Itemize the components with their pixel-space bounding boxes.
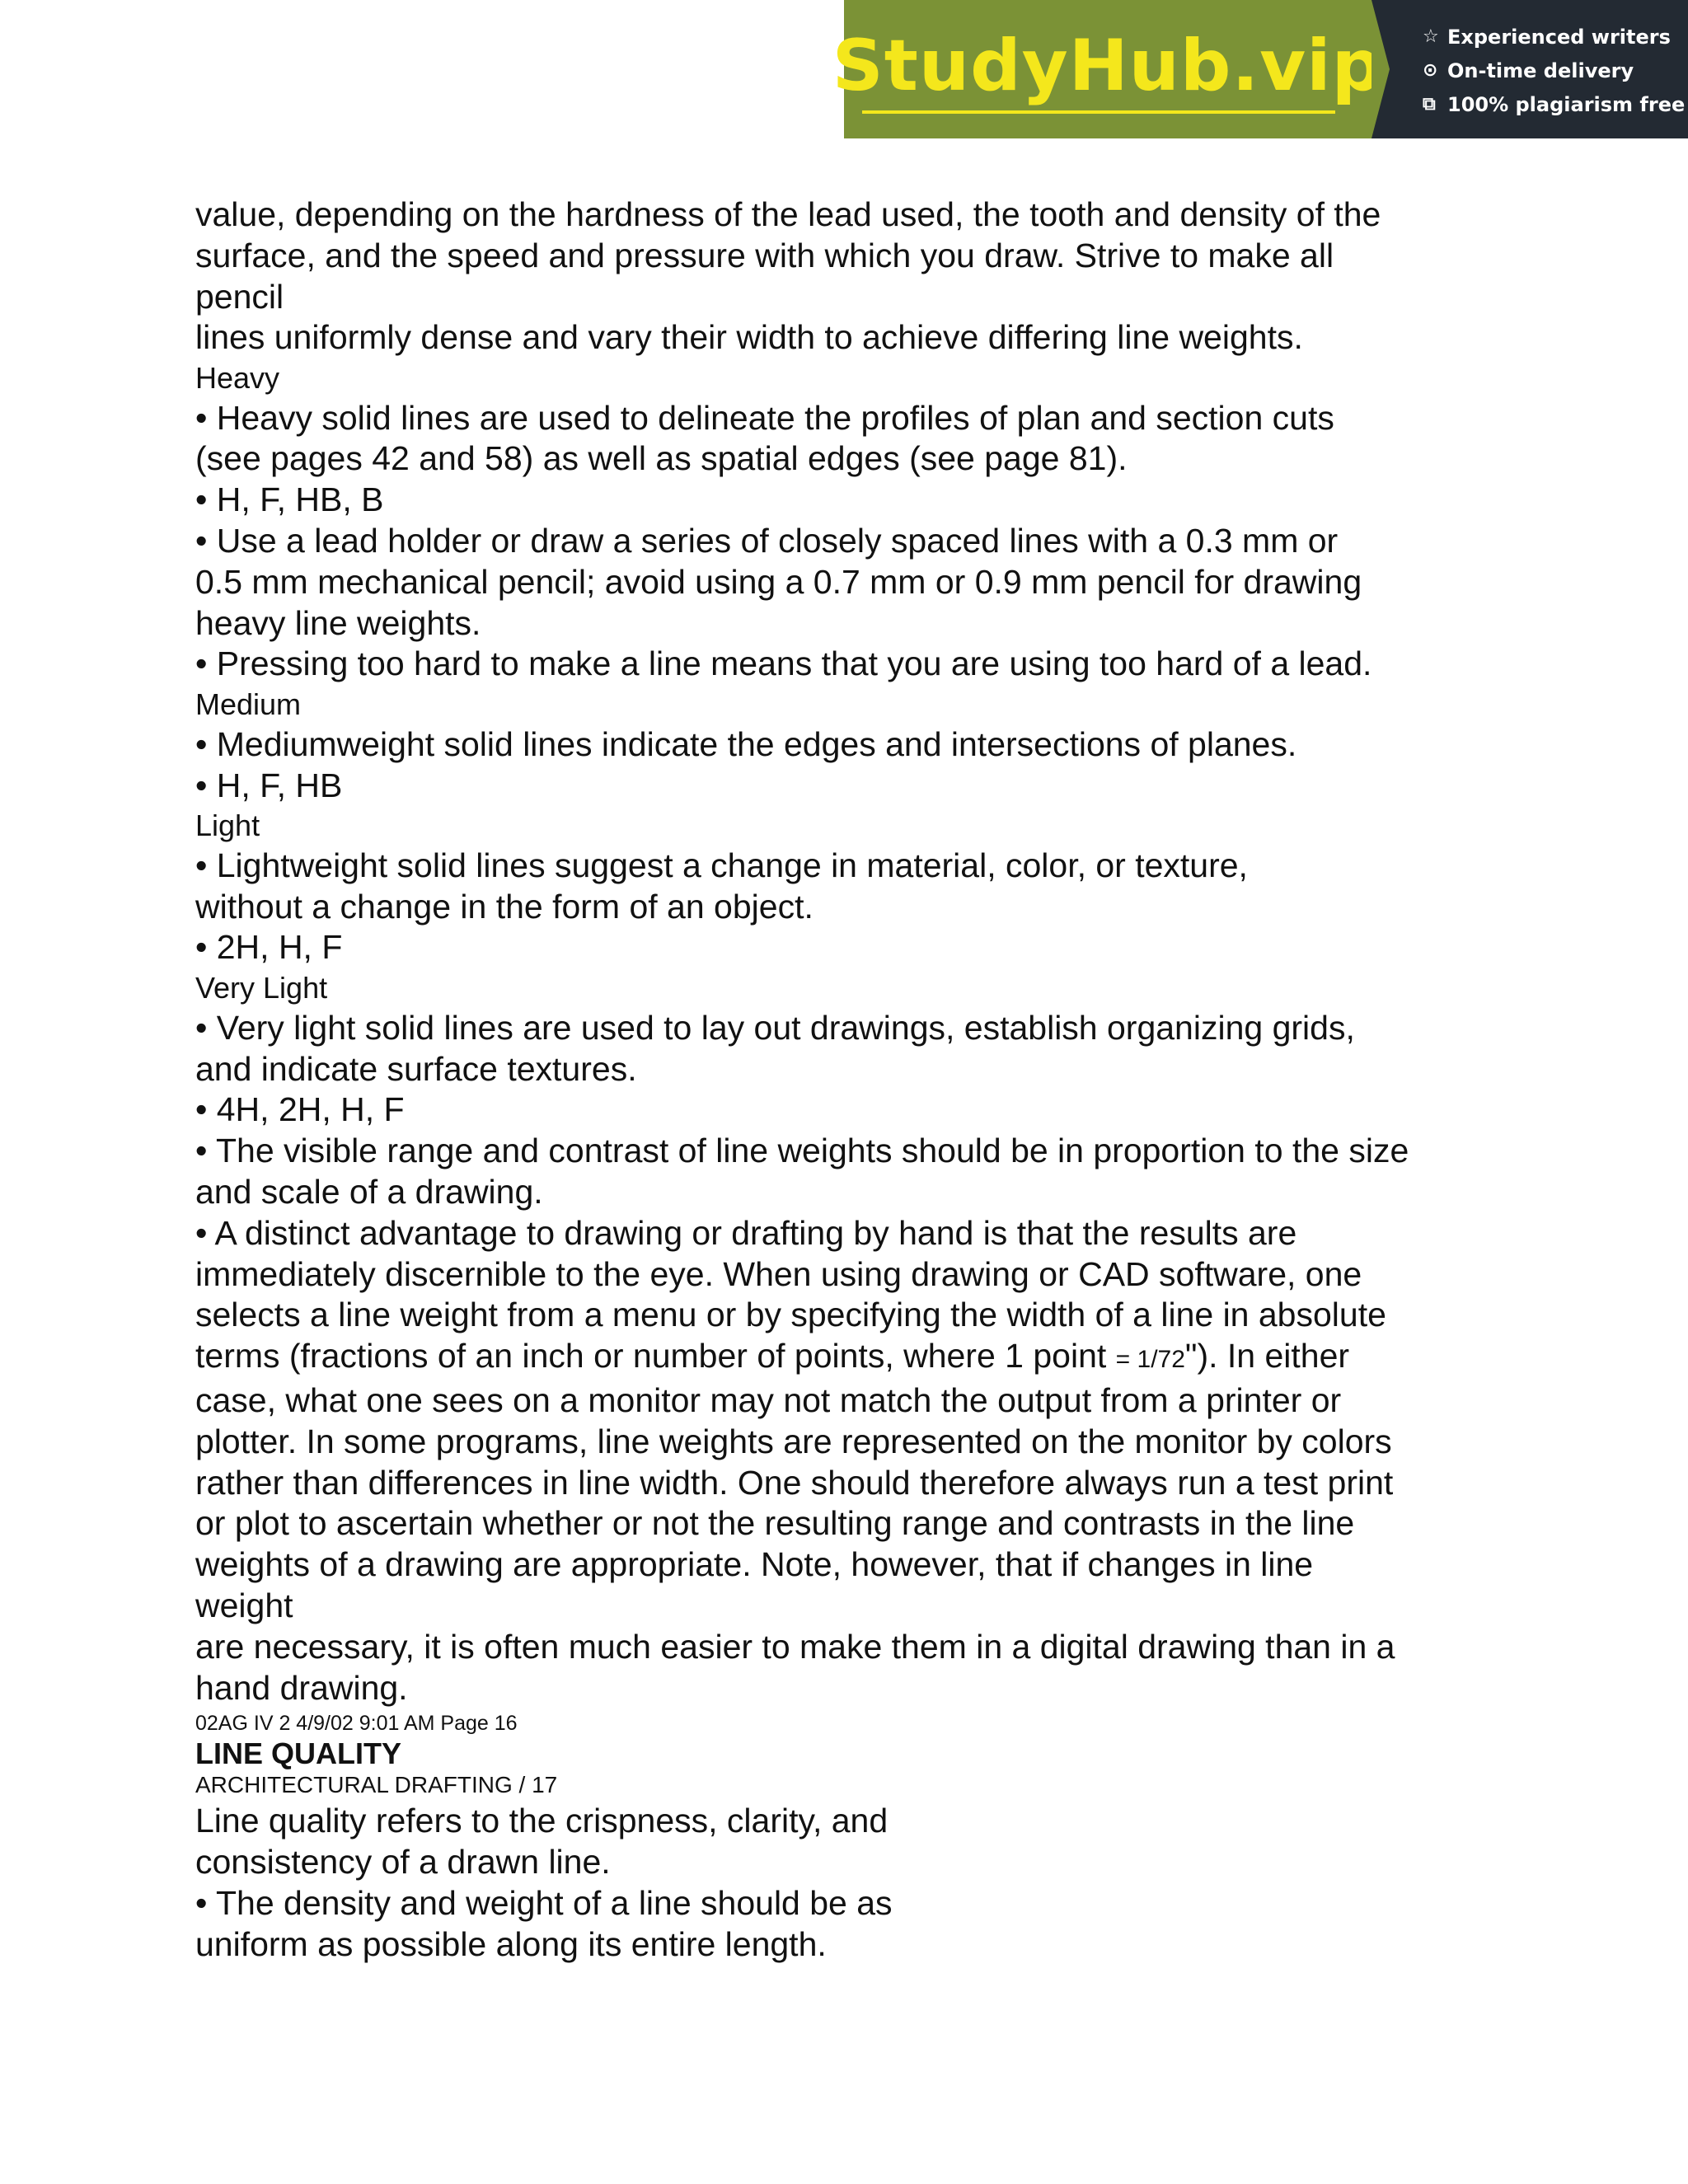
bullet-line: • Use a lead holder or draw a series of closely spaced lines with a 0.3 mm or (195, 522, 1339, 560)
clock-icon: ⊙ (1423, 60, 1438, 81)
section-label-heavy: Heavy (195, 361, 280, 396)
fraction-text: = 1/72 (1115, 1346, 1185, 1374)
bullet-line: • H, F, HB, B (195, 480, 384, 519)
bullet-line: • Mediumweight solid lines indicate the edges and intersections of planes. (195, 724, 1297, 763)
body-line: value, depending on the hardness of the lead used, the tooth and density of the (195, 195, 1381, 233)
feature-plagiarism-free (1423, 87, 1688, 121)
body-line: rather than differences in line width. One should therefore always run a test print (195, 1463, 1394, 1502)
bullet-line: • 2H, H, F (195, 928, 343, 967)
text-fragment: terms (fractions of an inch or number of points, where 1 point (195, 1337, 1116, 1376)
body-line: weights of a drawing are appropriate. Note, however, that if changes in line (195, 1545, 1314, 1584)
bullet-line: • H, F, HB (195, 766, 343, 804)
body-line: are necessary, it is often much easier to make them in a digital drawing than in a (195, 1627, 1395, 1666)
bullet-line: • A distinct advantage to drawing or drafting by hand is that the results are (195, 1213, 1297, 1252)
feature-label: 100% plagiarism free (1447, 92, 1686, 116)
body-line (195, 1336, 1514, 1380)
body-line: consistency of a drawn line. (195, 1843, 611, 1882)
body-line: uniform as possible along its entire length. (195, 1924, 827, 1963)
studyhub-banner[interactable] (832, 0, 1688, 138)
bullet-line: • Pressing too hard to make a line means that you are using too hard of a lead. (195, 644, 1372, 683)
section-label-medium: Medium (195, 687, 302, 722)
bullet-line: • The visible range and contrast of line weights should be in proportion to the size (195, 1132, 1409, 1170)
bullet-line: • Lightweight solid lines suggest a change in material, color, or texture, (195, 846, 1248, 884)
document-body (195, 194, 1514, 1965)
body-line: immediately discernible to the eye. When using drawing or CAD software, one (195, 1254, 1362, 1293)
body-line: plotter. In some programs, line weights are represented on the monitor by colors (195, 1422, 1392, 1460)
brand-logo[interactable]: StudyHub.vip (832, 25, 1384, 107)
feature-experienced-writers (1423, 20, 1688, 54)
bullet-line: • The density and weight of a line should be as (195, 1883, 893, 1922)
section-heading: LINE QUALITY (195, 1736, 401, 1771)
feature-label: On-time delivery (1447, 59, 1634, 82)
section-label-light: Light (195, 808, 260, 843)
body-line: hand drawing. (195, 1668, 408, 1707)
section-label-very-light: Very Light (195, 971, 328, 1005)
brand-block[interactable] (832, 0, 1384, 138)
body-line: without a change in the form of an object. (195, 887, 814, 926)
feature-label: Experienced writers (1447, 25, 1671, 49)
feature-list (1372, 0, 1688, 138)
bullet-line: • 4H, 2H, H, F (195, 1090, 405, 1129)
body-line: surface, and the speed and pressure with which you draw. Strive to make all (195, 236, 1334, 274)
body-line: selects a line weight from a menu or by specifying the width of a line in absolute (195, 1296, 1386, 1334)
page-footer-meta: 02AG IV 2 4/9/02 9:01 AM Page 16 (195, 1712, 518, 1736)
feature-on-time-delivery (1423, 54, 1688, 87)
body-line: and indicate surface textures. (195, 1049, 637, 1088)
running-header: ARCHITECTURAL DRAFTING / 17 (195, 1772, 558, 1798)
star-icon: ☆ (1423, 26, 1439, 47)
bullet-line: • Very light solid lines are used to lay out drawings, establish organizing grids, (195, 1008, 1355, 1047)
body-line: or plot to ascertain whether or not the resulting range and contrasts in the line (195, 1504, 1355, 1543)
body-line: and scale of a drawing. (195, 1172, 543, 1211)
text-fragment: "). In either (1184, 1337, 1350, 1376)
body-line: lines uniformly dense and vary their width to achieve differing line weights. (195, 318, 1303, 357)
body-line: 0.5 mm mechanical pencil; avoid using a 0.7 mm or 0.9 mm pencil for drawing (195, 562, 1362, 601)
body-line: pencil (195, 277, 284, 316)
brand-underline (862, 110, 1335, 114)
body-line: heavy line weights. (195, 603, 481, 642)
body-line: Line quality refers to the crispness, clarity, and (195, 1802, 889, 1840)
copy-icon: ⧉ (1423, 94, 1436, 115)
body-line: weight (195, 1586, 293, 1624)
body-line: (see pages 42 and 58) as well as spatial edges (see page 81). (195, 439, 1128, 478)
bullet-line: • Heavy solid lines are used to delineate the profiles of plan and section cuts (195, 398, 1334, 437)
body-line: case, what one sees on a monitor may not match the output from a printer or (195, 1380, 1342, 1419)
